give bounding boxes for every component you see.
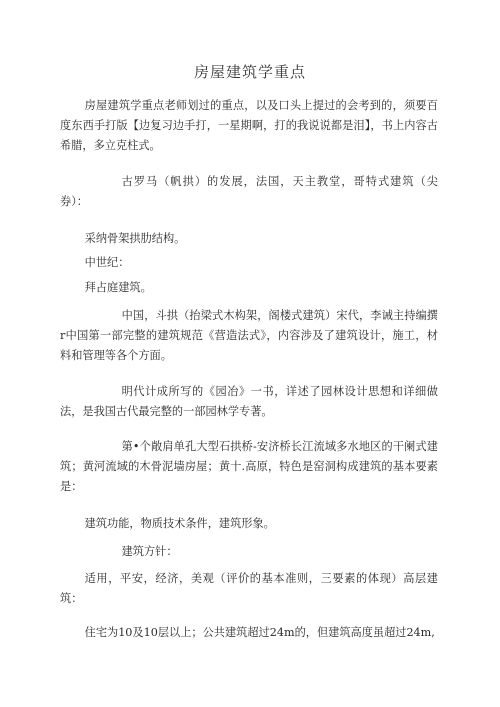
paragraph-policy-heading: 建筑方针： — [121, 545, 178, 558]
paragraph-intro: 房屋建筑学重点老师划过的重点，以及口头上提过的会考到的，须要百度东西手打版【边复习边手打，一星期啊，打的我说说都是泪】，书上内容古希腊，多立克柱式。 — [60, 99, 438, 152]
page-title: 房屋建筑学重点 — [193, 63, 306, 81]
paragraph-rib-vault: 采纳骨架拱肋结构。 — [84, 232, 186, 245]
paragraph-china: 中国，斗拱（抬梁式木构架，阁楼式建筑）宋代，李诫主持编撰r中国第一部完整的建筑规范《营造法式》，内容涉及了建筑设计，施工，材料和管理等各个方面。 — [60, 309, 438, 362]
paragraph-elements: 建筑功能，物质技术条件，建筑形象。 — [84, 517, 275, 530]
paragraph-high-rise: 住宅为10及10层以上；公共建筑超过24m的，但建筑高度虽超过24m, — [84, 626, 435, 639]
paragraph-yuanye: 明代计成所写的《园冶》一书，详述了园林设计思想和详细做法，是我国古代最完整的一部园林学专著。 — [60, 385, 438, 418]
paragraph-anji-bridge: 第•个敞肩单孔大型石拱桥-安济桥长江流域多水地区的干阑式建筑；黄河流域的木骨泥墙房屋；黄十.高原，特色是窑洞构成建筑的基本要素是： — [60, 440, 438, 493]
paragraph-middle-ages: 中世纪： — [84, 256, 130, 269]
paragraph-policy: 适用，平安，经济，美观（评价的基本准则，三要素的体现）高层建筑： — [60, 572, 438, 605]
paragraph-byzantine: 拜占庭建筑。 — [84, 281, 152, 294]
paragraph-rome: 古罗马（帆拱）的发展，法国，天主教堂，哥特式建筑（尖券）： — [60, 175, 438, 208]
